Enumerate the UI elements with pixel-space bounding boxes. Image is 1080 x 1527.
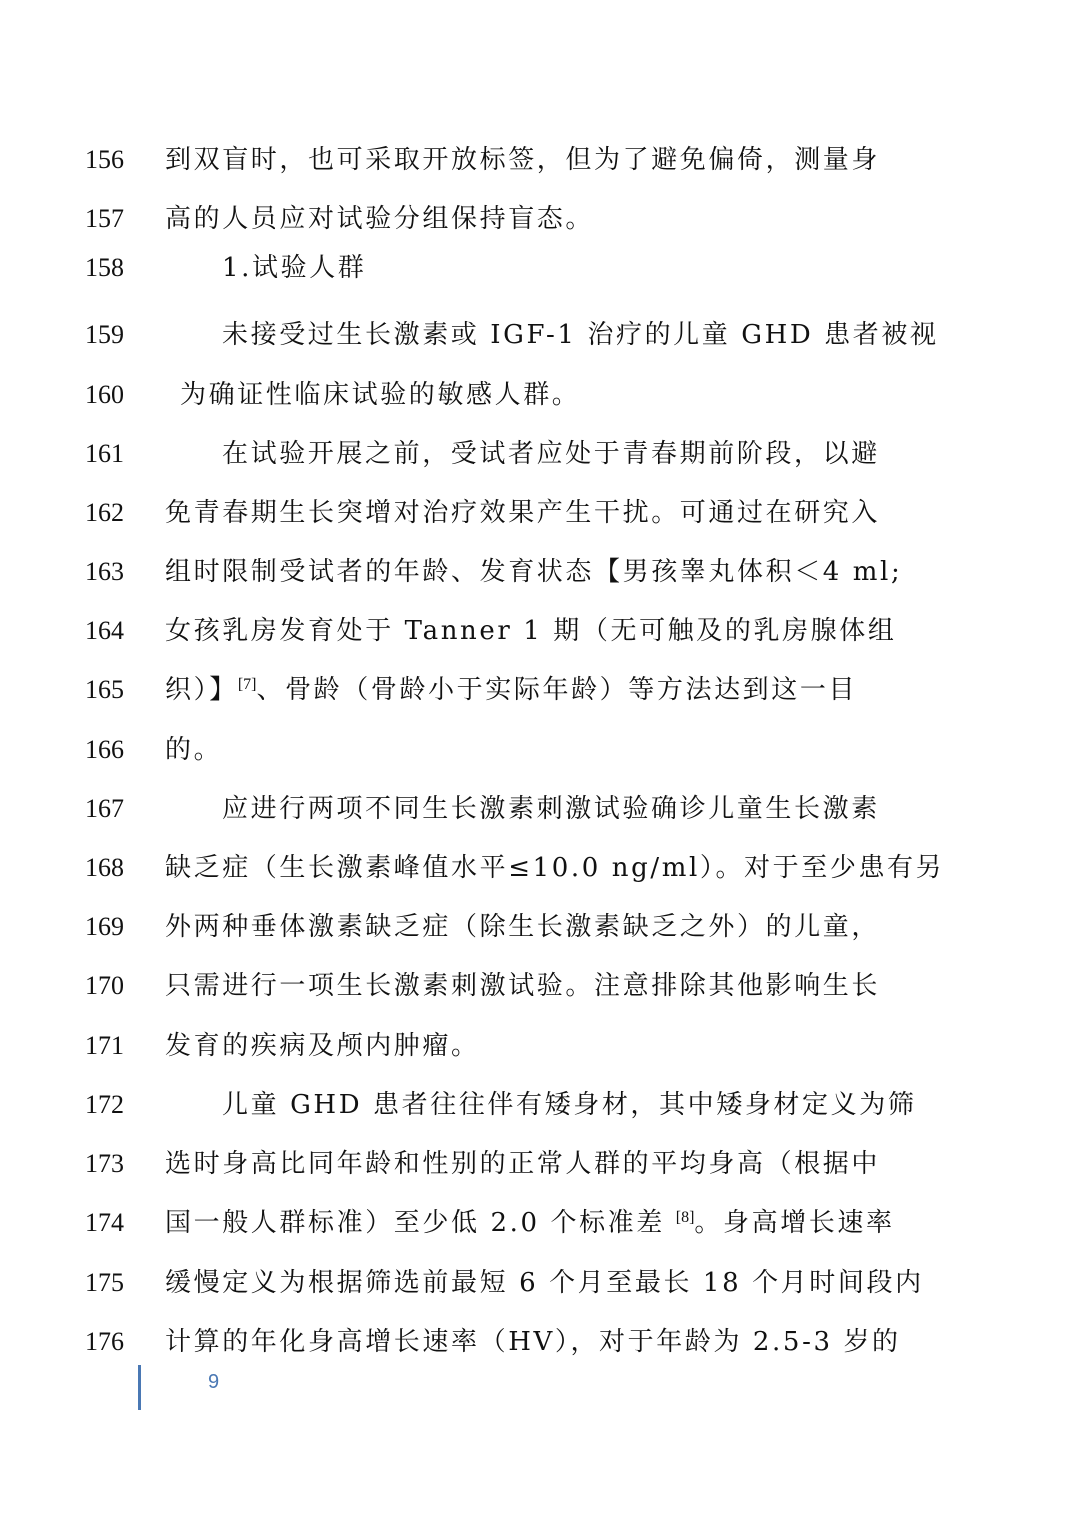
line-text: 计算的年化身高增长速率（HV），对于年龄为 2.5-3 岁的: [165, 1327, 901, 1357]
line-text: 应进行两项不同生长激素刺激试验确诊儿童生长激素: [222, 794, 880, 824]
line-text: 为确证性临床试验的敏感人群。: [180, 380, 581, 410]
line-text: 的。: [165, 735, 223, 765]
citation-superscript: [8]: [675, 1209, 695, 1226]
text-line: [0, 381, 1080, 411]
line-number: 175: [85, 1268, 124, 1297]
line-text: 在试验开展之前，受试者应处于青春期前阶段，以避: [222, 439, 880, 469]
footer-accent-bar: [138, 1365, 141, 1410]
text-line: [0, 1091, 1080, 1121]
text-line: [0, 1269, 1080, 1299]
line-number: 163: [85, 557, 124, 586]
text-line: [0, 854, 1080, 884]
text-line: [0, 558, 1080, 588]
line-number: 168: [85, 853, 124, 882]
line-number: 166: [85, 735, 124, 764]
text-line: [0, 205, 1080, 235]
line-number: 165: [85, 675, 124, 704]
line-number: 172: [85, 1090, 124, 1119]
line-text: 缓慢定义为根据筛选前最短 6 个月至最长 18 个月时间段内: [165, 1268, 924, 1298]
line-number: 171: [85, 1031, 124, 1060]
line-number: 161: [85, 439, 124, 468]
line-number: 162: [85, 498, 124, 527]
text-line: [0, 1328, 1080, 1358]
line-number: 176: [85, 1327, 124, 1356]
line-text: 到双盲时，也可采取开放标签，但为了避免偏倚，测量身: [165, 145, 881, 175]
line-number: 173: [85, 1149, 124, 1178]
citation-superscript: [7]: [237, 676, 257, 693]
line-text: 免青春期生长突增对治疗效果产生干扰。可通过在研究入: [165, 498, 881, 528]
line-text: [165, 1209, 895, 1237]
line-text: 未接受过生长激素或 IGF-1 治疗的儿童 GHD 患者被视: [222, 320, 939, 350]
line-number: 157: [85, 204, 124, 233]
line-text: [165, 676, 857, 704]
text-line: [0, 499, 1080, 529]
text-line: [0, 440, 1080, 470]
text-line: [0, 1032, 1080, 1062]
line-number: 159: [85, 320, 124, 349]
text-line: [0, 146, 1080, 176]
section-heading-line: [0, 254, 1080, 284]
line-text: 只需进行一项生长激素刺激试验。注意排除其他影响生长: [165, 971, 881, 1001]
line-text-before: 国一般人群标准）至少低 2.0 个标准差: [165, 1208, 676, 1238]
line-number: 167: [85, 794, 124, 823]
text-line: [0, 321, 1080, 351]
text-line: [0, 913, 1080, 943]
line-number: 156: [85, 145, 124, 174]
line-text-before: 织）】: [165, 675, 238, 705]
line-text: 选时身高比同年龄和性别的正常人群的平均身高（根据中: [165, 1149, 881, 1179]
line-text: 儿童 GHD 患者往往伴有矮身材，其中矮身材定义为筛: [222, 1090, 917, 1120]
text-line: [0, 1209, 1080, 1239]
line-text-after: 、骨龄（骨龄小于实际年龄）等方法达到这一目: [256, 675, 858, 705]
line-text: 缺乏症（生长激素峰值水平≤10.0 ng/ml）。对于至少患有另: [165, 853, 945, 883]
text-line: [0, 676, 1080, 706]
line-number: 164: [85, 616, 124, 645]
line-text-after: 。身高增长速率: [694, 1208, 895, 1238]
text-line: [0, 795, 1080, 825]
line-number: 169: [85, 912, 124, 941]
line-text: 女孩乳房发育处于 Tanner 1 期（无可触及的乳房腺体组: [165, 616, 897, 646]
page-number: 9: [208, 1371, 220, 1393]
line-text: 组时限制受试者的年龄、发育状态【男孩睾丸体积＜4 ml;: [165, 557, 903, 587]
text-line: [0, 1150, 1080, 1180]
line-text: 外两种垂体激素缺乏症（除生长激素缺乏之外）的儿童，: [165, 912, 881, 942]
line-number: 174: [85, 1208, 124, 1237]
line-number: 158: [85, 253, 124, 282]
line-number: 170: [85, 971, 124, 1000]
section-heading: 1.试验人群: [222, 253, 367, 283]
line-text: 发育的疾病及颅内肿瘤。: [165, 1031, 480, 1061]
text-line: [0, 617, 1080, 647]
line-number: 160: [85, 380, 124, 409]
text-line: [0, 736, 1080, 766]
line-text: 高的人员应对试验分组保持盲态。: [165, 204, 595, 234]
text-line: [0, 972, 1080, 1002]
